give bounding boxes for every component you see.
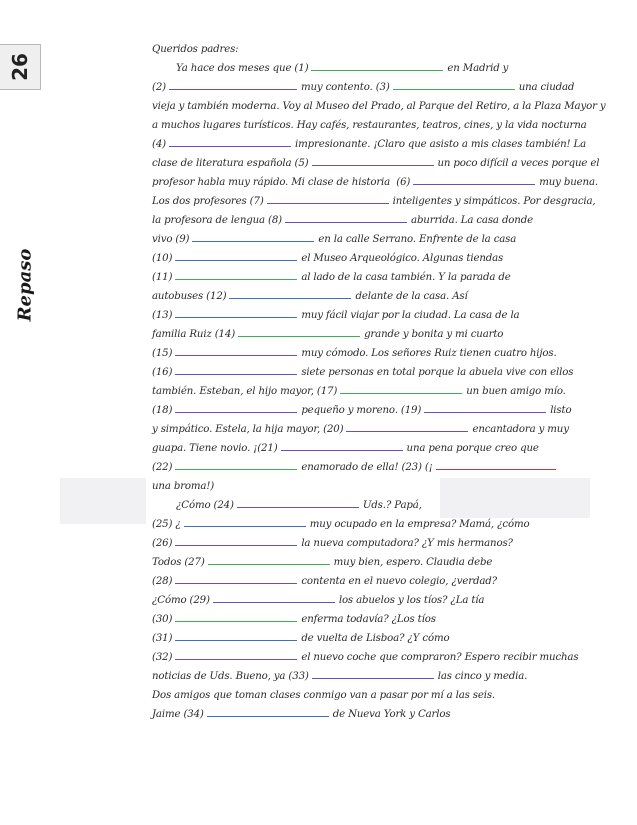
- answer-blank[interactable]: [285, 221, 407, 223]
- letter-text: vivo (9): [152, 234, 190, 245]
- letter-text: impresionante. ¡Claro que asisto a mis clases también! La: [294, 139, 587, 150]
- answer-blank[interactable]: [175, 278, 297, 280]
- scan-shadow: [60, 478, 146, 524]
- answer-blank[interactable]: [169, 88, 297, 90]
- letter-text: noticias de Uds. Bueno, ya (33): [152, 671, 309, 682]
- letter-text: (16): [152, 367, 173, 378]
- letter-text: (30): [152, 614, 173, 625]
- letter-line: [152, 496, 572, 515]
- letter-text: inteligentes y simpáticos. Por desgracia,: [392, 196, 596, 207]
- letter-line: [152, 325, 572, 344]
- letter-line: [152, 572, 572, 591]
- letter-line: [152, 420, 572, 439]
- letter-text: (28): [152, 576, 173, 587]
- letter-text: autobuses (12): [152, 291, 227, 302]
- letter-text: encantadora y muy: [472, 424, 569, 435]
- answer-blank[interactable]: [208, 563, 330, 565]
- letter-text: pequeño y moreno. (19): [301, 405, 422, 416]
- letter-text: en la calle Serrano. Enfrente de la casa: [318, 234, 517, 245]
- letter-text: (26): [152, 538, 173, 549]
- letter-text: la nueva computadora? ¿Y mis hermanos?: [301, 538, 513, 549]
- answer-blank[interactable]: [207, 715, 329, 717]
- answer-blank[interactable]: [175, 411, 297, 413]
- letter-text: Queridos padres:: [152, 44, 239, 55]
- letter-line: [152, 401, 572, 420]
- letter-text: listo: [550, 405, 572, 416]
- answer-blank[interactable]: [281, 449, 403, 451]
- letter-line: [152, 382, 572, 401]
- letter-line: [152, 287, 572, 306]
- letter-text: muy contento. (3): [300, 82, 390, 93]
- letter-text: una broma!): [152, 481, 215, 492]
- letter-text: muy buena.: [539, 177, 598, 188]
- answer-blank[interactable]: [175, 544, 297, 546]
- letter-line: [152, 553, 572, 572]
- letter-text: las cinco y media.: [437, 671, 528, 682]
- letter-text: contenta en el nuevo colegio, ¿verdad?: [301, 576, 497, 587]
- answer-blank[interactable]: [175, 259, 297, 261]
- letter-text: los abuelos y los tíos? ¿La tía: [338, 595, 485, 606]
- letter-text: siete personas en total porque la abuela vive con ellos: [301, 367, 574, 378]
- letter-line: [152, 173, 598, 192]
- letter-line: [152, 705, 572, 724]
- letter-text: muy cómodo. Los señores Ruiz tienen cuatro hijos.: [301, 348, 557, 359]
- letter-text: y simpático. Estela, la hija mayor, (20): [152, 424, 344, 435]
- letter-text: de Nueva York y Carlos: [332, 709, 451, 720]
- letter-line: [152, 344, 572, 363]
- answer-blank[interactable]: [192, 240, 314, 242]
- answer-blank[interactable]: [175, 639, 297, 641]
- answer-blank[interactable]: [424, 411, 546, 413]
- letter-text: (31): [152, 633, 173, 644]
- letter-text: Ya hace dos meses que (1): [176, 63, 309, 74]
- letter-text: delante de la casa. Así: [355, 291, 468, 302]
- letter-text: muy bien, espero. Claudia debe: [333, 557, 493, 568]
- letter-line: [152, 515, 572, 534]
- letter-line: [152, 154, 600, 173]
- letter-text: ¿Cómo (24): [176, 500, 234, 511]
- letter-text: también. Esteban, el hijo mayor, (17): [152, 386, 338, 397]
- section-label: [8, 250, 42, 320]
- letter-text: (4): [152, 139, 166, 150]
- letter-text: (22): [152, 462, 173, 473]
- page-number: 26: [8, 53, 32, 81]
- answer-blank[interactable]: [229, 297, 351, 299]
- letter-text: un buen amigo mío.: [466, 386, 566, 397]
- letter-text: muy fácil viajar por la ciudad. La casa de la: [301, 310, 520, 321]
- letter-text: en Madrid y: [447, 63, 509, 74]
- letter-line: [152, 629, 572, 648]
- answer-blank[interactable]: [311, 69, 443, 71]
- letter-text: muy ocupado en la empresa? Mamá, ¿cómo: [309, 519, 530, 530]
- answer-blank[interactable]: [312, 677, 434, 679]
- letter-text: una pena porque creo que: [406, 443, 539, 454]
- letter-text: (32): [152, 652, 173, 663]
- letter-line: [152, 363, 572, 382]
- letter-text: un poco difícil a veces porque el: [437, 158, 600, 169]
- letter-text: Los dos profesores (7): [152, 196, 264, 207]
- letter-line: [152, 78, 575, 97]
- answer-blank[interactable]: [213, 601, 335, 603]
- letter-line: [152, 477, 572, 496]
- letter-line: [152, 97, 606, 116]
- letter-text: (15): [152, 348, 173, 359]
- letter-line: [152, 40, 572, 59]
- letter-text: Uds.? Papá,: [362, 500, 422, 511]
- answer-blank[interactable]: [267, 202, 389, 204]
- letter-line: [152, 116, 587, 135]
- answer-blank[interactable]: [312, 164, 434, 166]
- letter-text: (18): [152, 405, 173, 416]
- letter-text: Jaime (34): [152, 709, 204, 720]
- answer-blank[interactable]: [237, 506, 359, 508]
- letter-line: [152, 306, 572, 325]
- letter-line: [152, 534, 572, 553]
- letter-text: enamorado de ella! (23) (¡: [301, 462, 433, 473]
- answer-blank[interactable]: [184, 525, 306, 527]
- letter-text: una ciudad: [518, 82, 575, 93]
- answer-blank[interactable]: [340, 392, 462, 394]
- letter-line: [152, 59, 572, 78]
- answer-blank[interactable]: [238, 335, 360, 337]
- letter-text: a muchos lugares turísticos. Hay cafés, restaurantes, teatros, cines, y la vida nocturna: [152, 120, 587, 131]
- letter-text: aburrida. La casa donde: [411, 215, 533, 226]
- letter-text: enferma todavía? ¿Los tíos: [301, 614, 436, 625]
- answer-blank[interactable]: [393, 88, 515, 90]
- letter-text: grande y bonita y mi cuarto: [364, 329, 504, 340]
- letter-text: (10): [152, 253, 173, 264]
- letter-text: (13): [152, 310, 173, 321]
- letter-body: [152, 40, 606, 724]
- letter-line: [152, 211, 572, 230]
- letter-line: [152, 439, 572, 458]
- letter-text: la profesora de lengua (8): [152, 215, 283, 226]
- letter-line: [152, 192, 596, 211]
- letter-text: el Museo Arqueológico. Algunas tiendas: [301, 253, 504, 264]
- letter-text: (11): [152, 272, 173, 283]
- section-label-text: Repaso: [14, 248, 36, 322]
- letter-text: guapa. Tiene novio. ¡(21): [152, 443, 278, 454]
- letter-line: [152, 249, 572, 268]
- letter-text: (25) ¿: [152, 519, 181, 530]
- answer-blank[interactable]: [175, 354, 297, 356]
- letter-text: ¿Cómo (29): [152, 595, 210, 606]
- letter-line: [152, 667, 572, 686]
- letter-text: (2): [152, 82, 166, 93]
- letter-line: [152, 686, 572, 705]
- letter-text: Dos amigos que toman clases conmigo van a pasar por mí a las seis.: [152, 690, 496, 701]
- answer-blank[interactable]: [175, 658, 297, 660]
- letter-text: clase de literatura española (5): [152, 158, 309, 169]
- answer-blank[interactable]: [169, 145, 291, 147]
- letter-line: [152, 230, 572, 249]
- letter-line: [152, 648, 579, 667]
- letter-line: [152, 610, 572, 629]
- answer-blank[interactable]: [175, 373, 297, 375]
- letter-text: de vuelta de Lisboa? ¿Y cómo: [301, 633, 450, 644]
- letter-text: vieja y también moderna. Voy al Museo del Prado, al Parque del Retiro, a la Plaza Mayor y: [152, 101, 606, 112]
- letter-line: [152, 458, 572, 477]
- answer-blank[interactable]: [175, 582, 297, 584]
- letter-text: el nuevo coche que compraron? Espero recibir muchas: [301, 652, 579, 663]
- answer-blank[interactable]: [175, 316, 297, 318]
- letter-line: [152, 268, 572, 287]
- answer-blank[interactable]: [436, 468, 556, 470]
- answer-blank[interactable]: [346, 430, 468, 432]
- letter-line: [152, 591, 572, 610]
- answer-blank[interactable]: [175, 620, 297, 622]
- answer-blank[interactable]: [175, 468, 297, 470]
- page-number-tab: [0, 44, 41, 90]
- letter-line: [152, 135, 587, 154]
- letter-text: al lado de la casa también. Y la parada de: [301, 272, 511, 283]
- letter-text: familia Ruiz (14): [152, 329, 236, 340]
- letter-text: profesor habla muy rápido. Mi clase de historia (6): [152, 177, 411, 188]
- letter-text: Todos (27): [152, 557, 205, 568]
- answer-blank[interactable]: [413, 183, 535, 185]
